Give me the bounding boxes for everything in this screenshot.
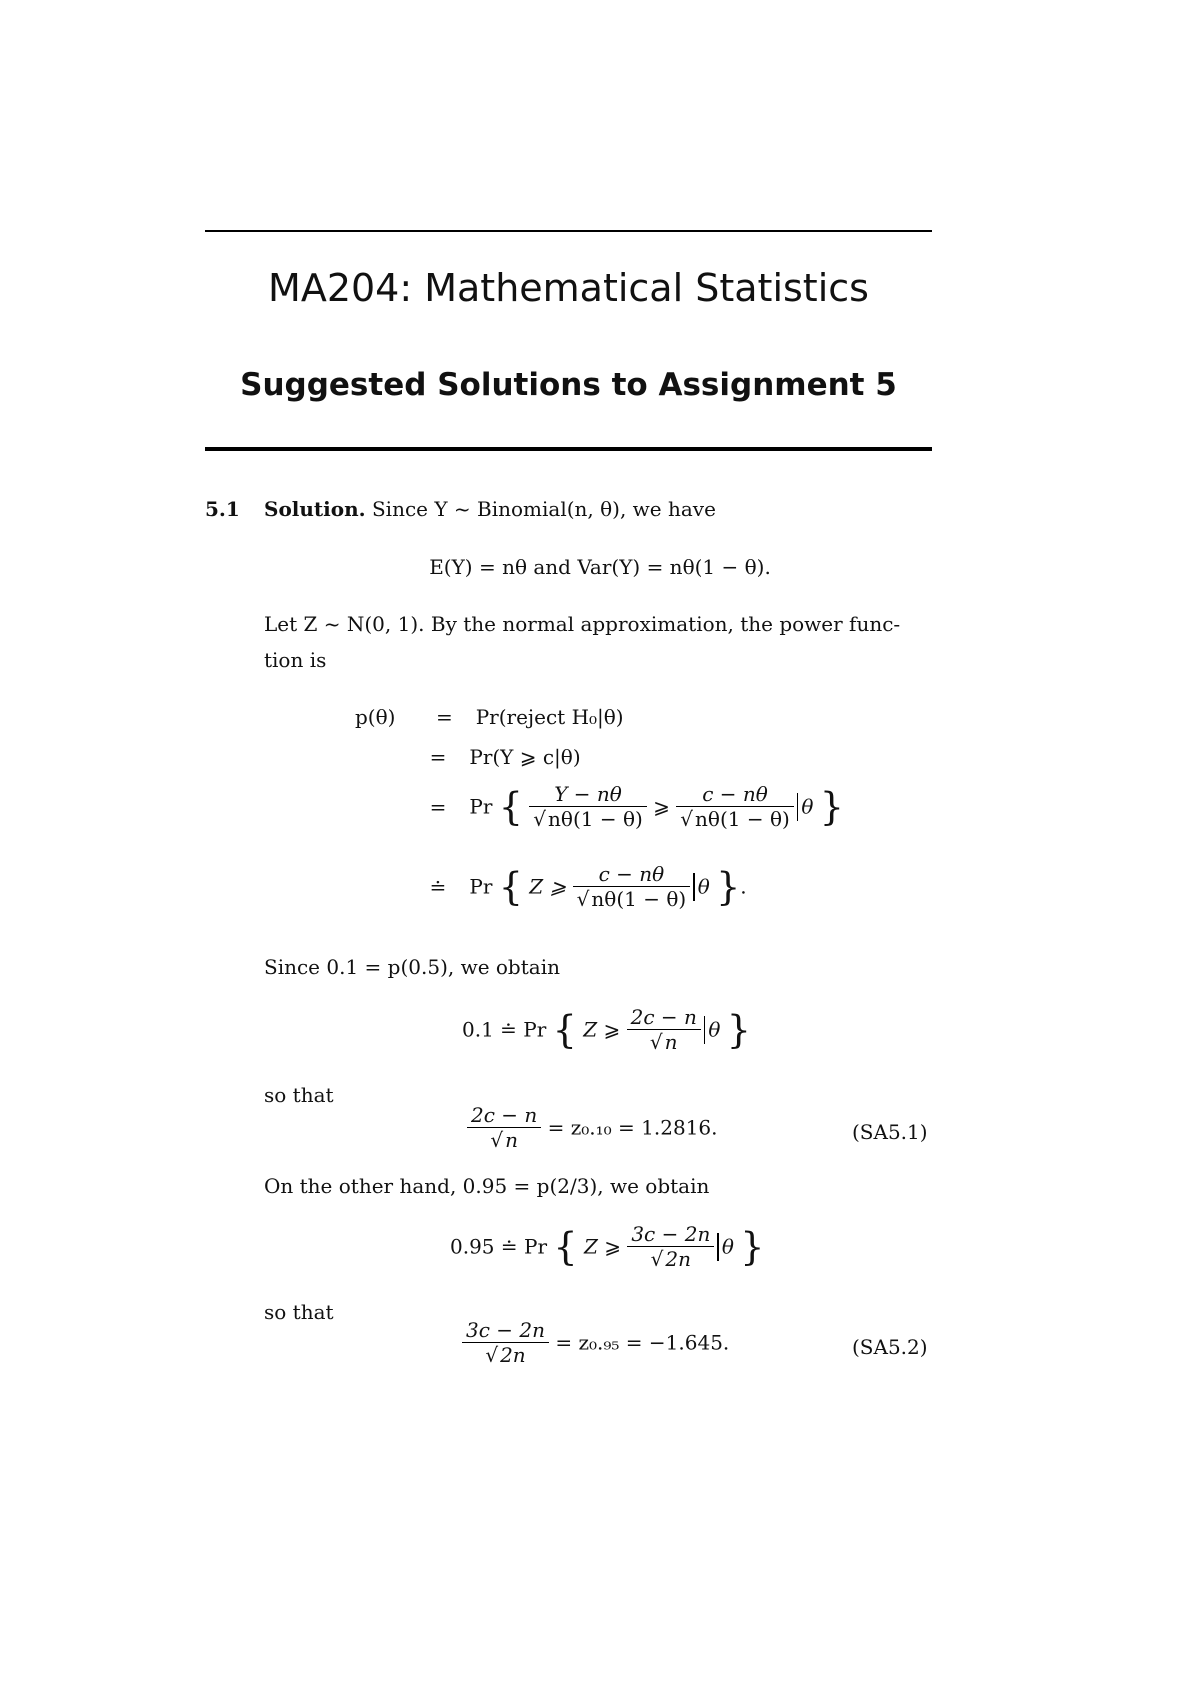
equation-label: (SA5.1) bbox=[852, 1120, 928, 1144]
fraction: $\frac{Y - n\theta}{√ n\theta(1 - \theta)}$ bbox=[529, 782, 647, 831]
solution-number: 5.1 bbox=[205, 497, 240, 521]
fraction: $\frac{c - n\theta}{√ n\theta(1 - \theta)}$ bbox=[573, 862, 691, 911]
paragraph-line: On the other hand, 0.95 = p(2/3), we obtain bbox=[264, 1174, 710, 1198]
power-line-4: ≐ Pr { Z ⩾ $\frac{c - n\theta}{√ n\theta(1 - \theta)}$ θ }. bbox=[429, 862, 747, 911]
equation-sa5-2: $\frac{3c - 2n}{√ 2n}$ = z₀.₉₅ = −1.645. bbox=[462, 1318, 729, 1367]
solution-intro bbox=[264, 497, 716, 521]
fraction: $\frac{3c - 2n}{√ 2n}$ bbox=[462, 1318, 549, 1367]
paragraph-line: so that bbox=[264, 1083, 334, 1107]
equation-a: 0.1 ≐ Pr { Z ⩾ $\frac{2c - n}{√ n}$ θ } bbox=[462, 1005, 751, 1054]
power-line-1: p(θ) = Pr(reject H₀|θ) bbox=[355, 705, 624, 729]
bottom-rule bbox=[205, 447, 932, 451]
equation-b: 0.95 ≐ Pr { Z ⩾ $\frac{3c - 2n}{√ 2n}$ θ } bbox=[450, 1222, 765, 1271]
power-line-2: = Pr(Y ⩾ c|θ) bbox=[429, 745, 581, 769]
fraction: $\frac{c - n\theta}{√ n\theta(1 - \theta)}$ bbox=[676, 782, 794, 831]
solution-heading: Solution. bbox=[264, 497, 366, 521]
fraction: $\frac{2c - n}{√ n}$ bbox=[627, 1005, 701, 1054]
page-subtitle: Suggested Solutions to Assignment 5 bbox=[240, 367, 897, 403]
paragraph-line: so that bbox=[264, 1300, 334, 1324]
paragraph-line: tion is bbox=[264, 648, 327, 672]
paragraph-line: Let Z ~ N(0, 1). By the normal approximation, the power func- bbox=[264, 612, 901, 636]
equation-sa5-1: $\frac{2c - n}{√ n}$ = z₀.₁₀ = 1.2816. bbox=[467, 1103, 718, 1152]
page-title: MA204: Mathematical Statistics bbox=[268, 266, 869, 310]
top-rule bbox=[205, 230, 932, 232]
intro-text: Since Y ~ Binomial(n, θ), we have bbox=[371, 497, 716, 521]
paragraph-line: Since 0.1 = p(0.5), we obtain bbox=[264, 955, 560, 979]
fraction: $\frac{2c - n}{√ n}$ bbox=[467, 1103, 541, 1152]
moments-equation: E(Y) = nθ and Var(Y) = nθ(1 − θ). bbox=[429, 555, 771, 579]
equation-label: (SA5.2) bbox=[852, 1335, 928, 1359]
fraction: $\frac{3c - 2n}{√ 2n}$ bbox=[627, 1222, 714, 1271]
power-line-3: = Pr { $\frac{Y - n\theta}{√ n\theta(1 - \theta)}$ ⩾ $\frac{c - n\theta}{√ n\theta(1 - \theta)}$ θ } bbox=[429, 782, 844, 831]
